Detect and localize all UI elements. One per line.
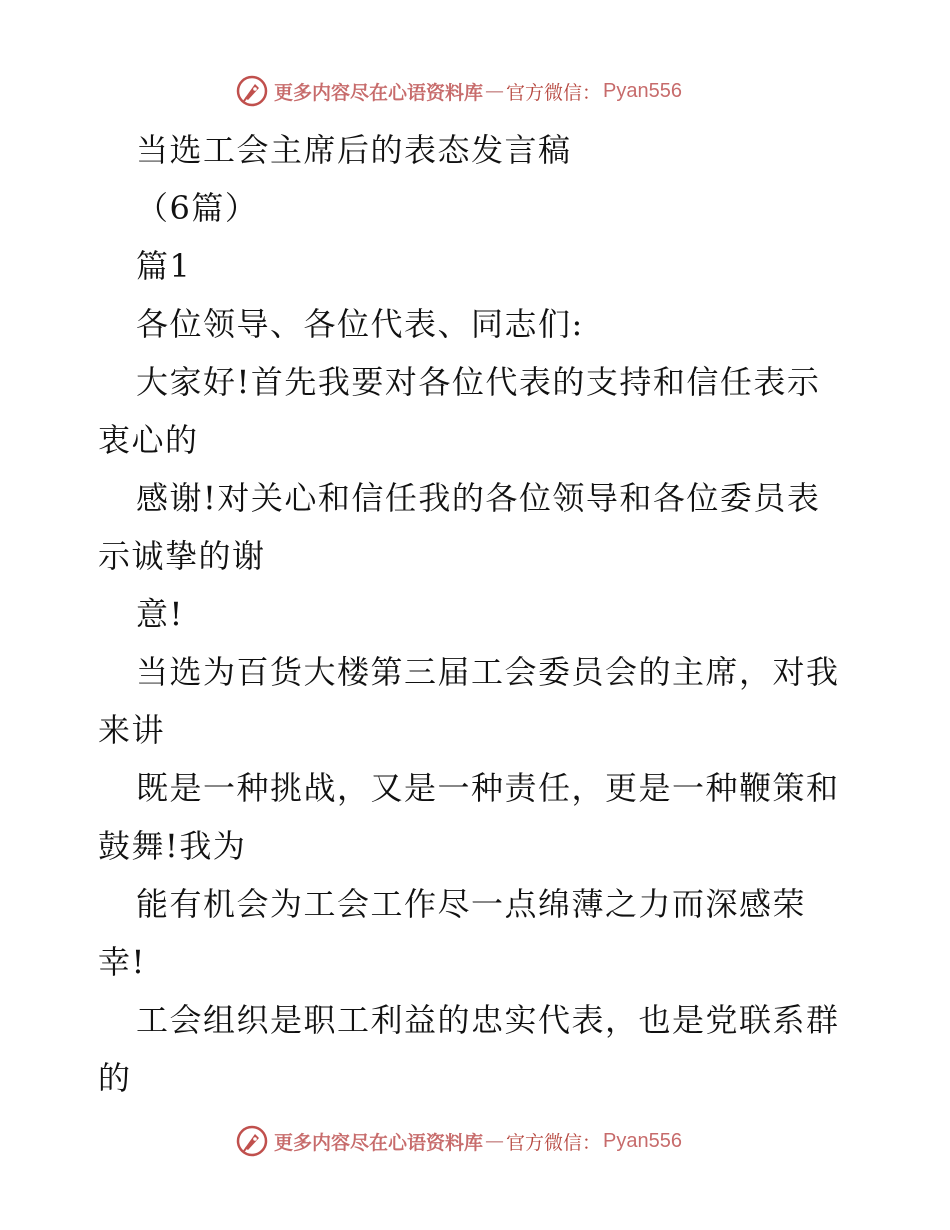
document-line: 各位领导、各位代表、同志们: [136,305,584,343]
banner-site-text: 更多内容尽在心语资料库 [274,81,484,104]
document-line: 感谢!对关心和信任我的各位领导和各位委员表 [136,479,821,517]
banner-wechat-id: Pyan556 [603,79,682,102]
document-line: 鼓舞!我为 [98,827,247,865]
document-line: 来讲 [98,711,166,749]
banner-wechat-label: 官方微信： [506,1131,602,1154]
document-line: （6篇） [136,189,259,227]
document-line: 既是一种挑战，又是一种责任，更是一种鞭策和 [136,769,840,807]
banner-wechat-label: 官方微信： [506,81,602,104]
pen-nib-logo-icon [236,75,268,107]
banner-wechat-id: Pyan556 [603,1129,682,1152]
pen-nib-logo-icon [236,1125,268,1157]
document-line: 能有机会为工会工作尽一点绵薄之力而深感荣 [136,885,807,923]
banner-separator: — [485,1130,505,1152]
document-body [98,121,858,1107]
document-line: 当选工会主席后的表态发言稿 [136,131,572,169]
document-line: 工会组织是职工利益的忠实代表，也是党联系群 [136,1001,840,1039]
document-line: 示诚挚的谢 [98,537,266,575]
document-line: 当选为百货大楼第三届工会委员会的主席，对我 [136,653,840,691]
document-line: 意! [136,595,184,633]
document-line: 篇1 [136,247,192,285]
header-banner [236,74,682,108]
banner-separator: — [485,80,505,102]
document-line: 的 [98,1059,132,1097]
document-line: 大家好!首先我要对各位代表的支持和信任表示 [136,363,821,401]
document-line: 衷心的 [98,421,199,459]
document-line: 幸! [98,943,146,981]
footer-banner [236,1124,682,1158]
banner-site-text: 更多内容尽在心语资料库 [274,1131,484,1154]
